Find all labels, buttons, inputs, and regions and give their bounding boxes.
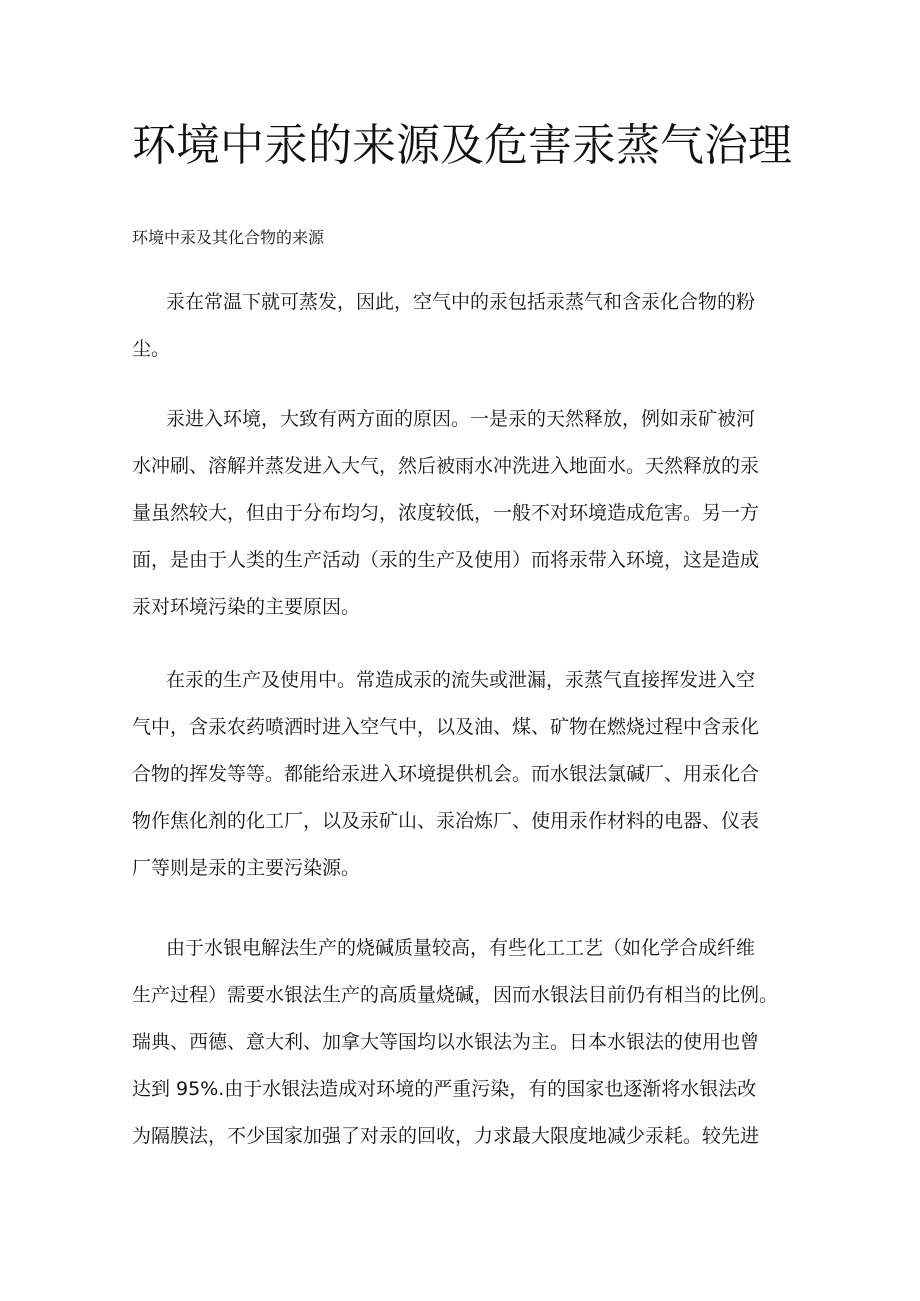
paragraph-line: 水冲刷、溶解并蒸发进入大气，然后被雨水冲洗进入地面水。天然释放的汞 [132, 455, 760, 477]
section-heading: 环境中汞及其化合物的来源 [132, 228, 325, 247]
paragraph-line: 为隔膜法，不少国家加强了对汞的回收，力求最大限度地减少汞耗。较先进 [132, 1125, 760, 1147]
paragraph-line: 量虽然较大，但由于分布均匀，浓度较低，一般不对环境造成危害。另一方 [132, 502, 760, 524]
paragraph-line: 气中，含汞农药喷洒时进入空气中，以及油、煤、矿物在燃烧过程中含汞化 [132, 716, 760, 738]
paragraph-line: 厂等则是汞的主要污染源。 [132, 857, 361, 879]
paragraph-1 [132, 279, 792, 373]
paragraph-2 [132, 396, 792, 631]
paragraph-line: 合物的挥发等等。都能给汞进入环境提供机会。而水银法氯碱厂、用汞化合 [132, 763, 760, 785]
paragraph-3 [132, 657, 792, 892]
paragraph-line: 生产过程）需要水银法生产的高质量烧碱，因而水银法目前仍有相当的比例。 [132, 984, 779, 1006]
paragraph-line: 物作焦化剂的化工厂，以及汞矿山、汞冶炼厂、使用汞作材料的电器、仪表 [132, 810, 760, 832]
paragraph-line: 面，是由于人类的生产活动（汞的生产及使用）而将汞带入环境，这是造成 [132, 549, 760, 571]
paragraph-line: 在汞的生产及使用中。常造成汞的流失或泄漏，汞蒸气直接挥发进入空 [166, 669, 756, 691]
paragraph-line: 由于水银电解法生产的烧碱质量较高，有些化工工艺（如化学合成纤维 [166, 937, 756, 959]
paragraph-line: 达到 95%.由于水银法造成对环境的严重污染，有的国家也逐渐将水银法改 [132, 1078, 757, 1100]
paragraph-line: 汞进入环境，大致有两方面的原因。一是汞的天然释放，例如汞矿被河 [166, 408, 756, 430]
paragraph-line: 尘。 [132, 338, 171, 360]
paragraph-4 [132, 925, 792, 1160]
paragraph-line: 汞对环境污染的主要原因。 [132, 596, 361, 618]
paragraph-line: 瑞典、西德、意大利、加拿大等国均以水银法为主。日本水银法的使用也曾 [132, 1031, 760, 1053]
document-title: 环境中汞的来源及危害汞蒸气治理 [132, 120, 792, 171]
paragraph-line: 汞在常温下就可蒸发，因此，空气中的汞包括汞蒸气和含汞化合物的粉 [166, 291, 756, 313]
